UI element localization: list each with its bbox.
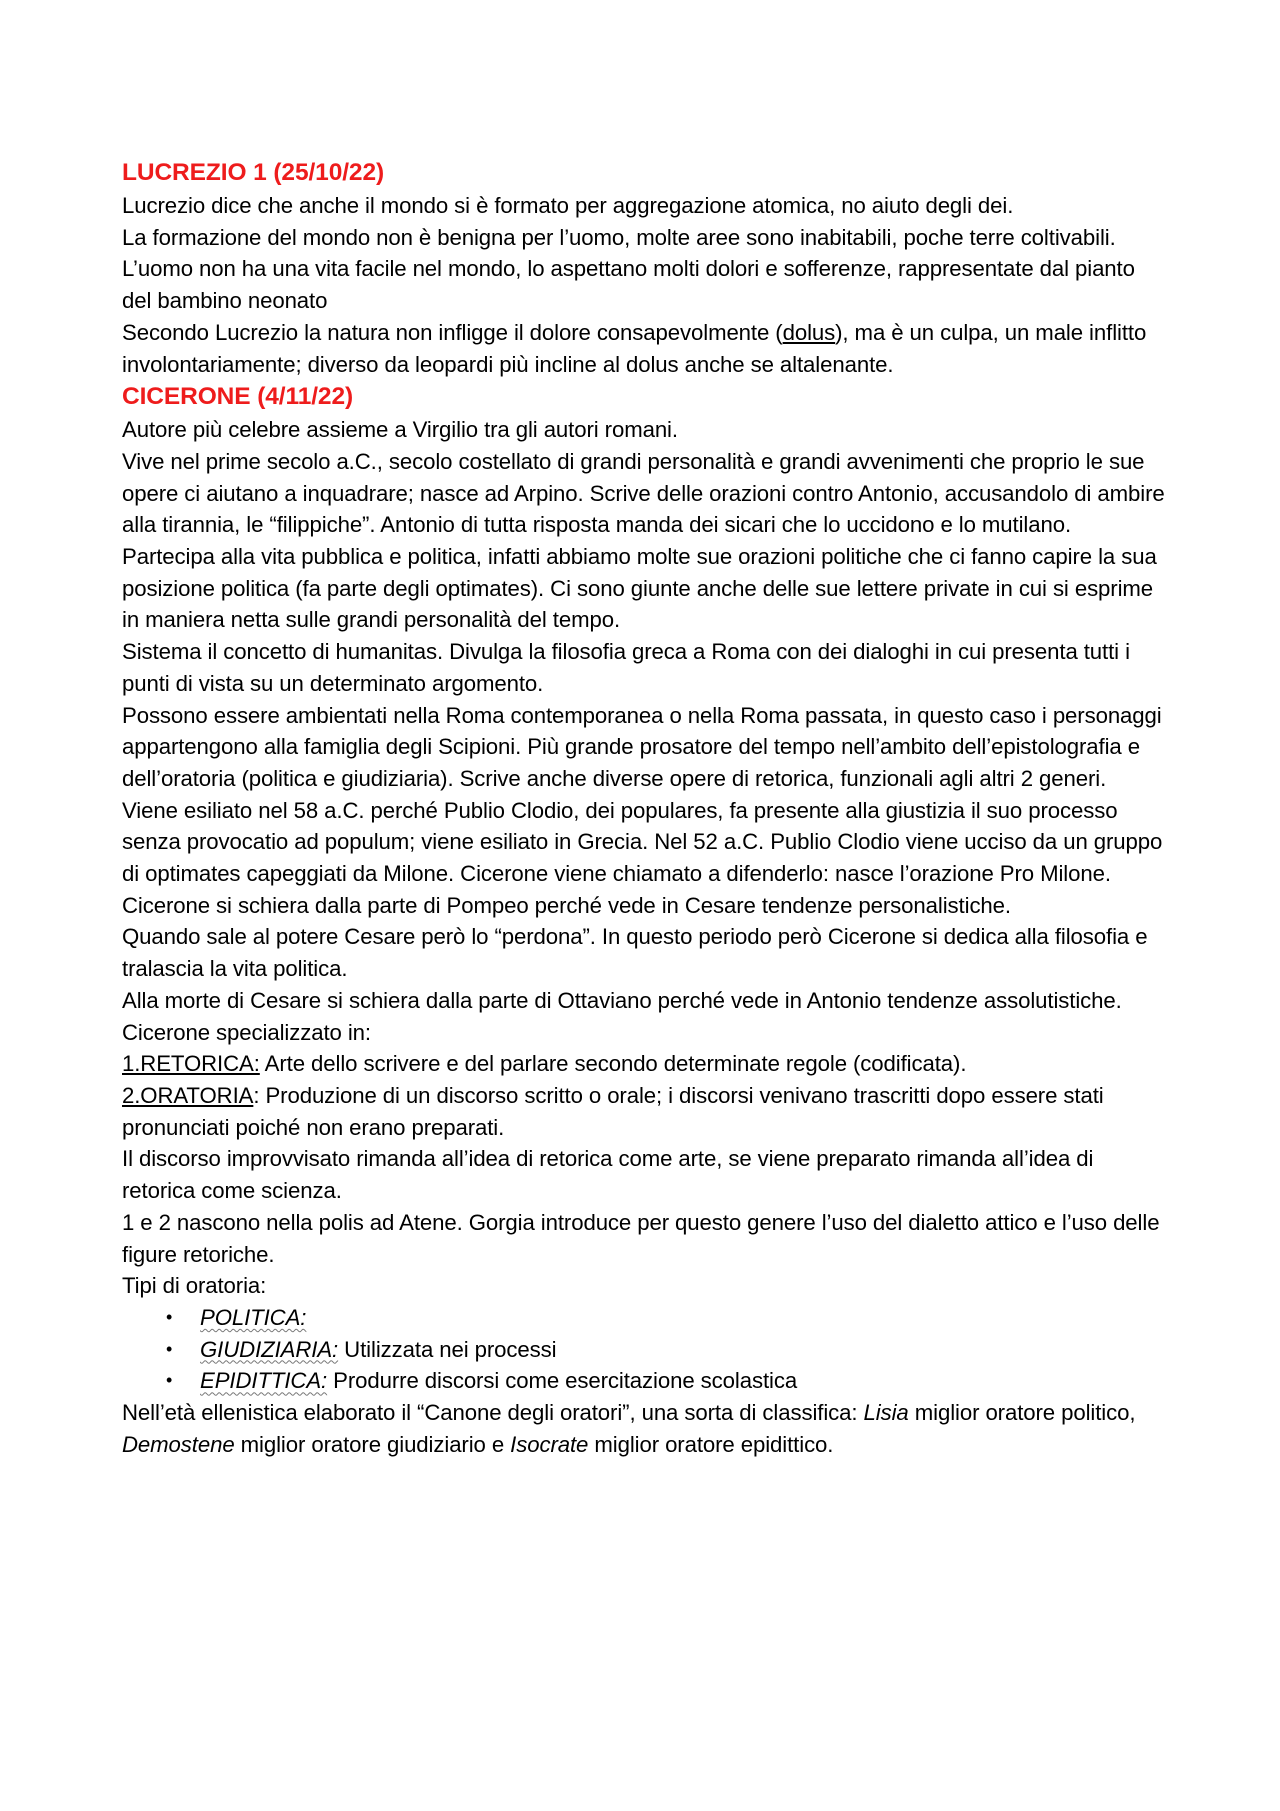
list-item-term: GIUDIZIARIA: [200,1336,339,1362]
heading-cicerone: CICERONE (4/11/22) [122,383,354,411]
text-run: Nell’età ellenistica elaborato il “Canone degli oratori”, una sorta di classifica: [122,1400,864,1426]
document-body [122,156,1170,1460]
list-item [166,1365,1170,1397]
term-dolus: dolus [782,319,836,345]
oratory-types-list [122,1302,1170,1397]
paragraph: Possono essere ambientati nella Roma contemporanea o nella Roma passata, in questo caso i personaggi appartengono alla famiglia degli Scipioni. Più grande prosatore del tempo nell’ambito dell’epistolografia e dell’oratoria (politica e giudiziaria). Scrive anche diverse opere di retorica, funzionali agli altri 2 generi. [122,702,1162,791]
definition-retorica [122,1048,1170,1080]
paragraph: Cicerone specializzato in: [122,1019,371,1045]
heading-lucrezio: LUCREZIO 1 (25/10/22) [122,159,385,186]
bullet-icon: • [166,1306,173,1327]
paragraph: Vive nel prime secolo a.C., secolo costellato di grandi personalità e grandi avvenimenti che proprio le sue opere ci aiutano a inquadrare; nasce ad Arpino. Scrive delle orazioni contro Antonio, accusandolo di ambire alla tirannia, le “filippiche”. Antonio di tutta risposta manda dei sicari che lo uccidono e lo mutilano. [122,448,1165,538]
name-lisia: Lisia [863,1400,909,1426]
list-item-desc: Utilizzata nei processi [338,1336,557,1362]
bullet-icon: • [166,1338,173,1359]
term-retorica: 1.RETORICA: [122,1051,260,1077]
paragraph: Il discorso improvvisato rimanda all’idea di retorica come arte, se viene preparato rimanda all’idea di retorica come scienza. [122,1146,1094,1204]
text-run: ), ma è un culpa, un male inflitto involontariamente; diverso da leopardi più incline al dolus anche se altalenante. [122,319,1147,377]
list-item-term: POLITICA: [200,1304,307,1330]
paragraph: Lucrezio dice che anche il mondo si è formato per aggregazione atomica, no aiuto degli dei. [122,193,1014,218]
paragraph: Autore più celebre assieme a Virgilio tra gli autori romani. [122,417,678,443]
term-oratoria: 2.ORATORIA [122,1082,254,1108]
paragraph: Partecipa alla vita pubblica e politica, infatti abbiamo molte sue orazioni politiche che ci fanno capire la sua posizione politica (fa parte degli optimates). Ci sono giunte anche delle sue lettere private in cui si esprime in maniera netta sulle grandi personalità del tempo. [122,544,1157,633]
paragraph: Alla morte di Cesare si schiera dalla parte di Ottaviano perché vede in Antonio tendenze assolutistiche. [122,987,1122,1013]
name-demostene: Demostene [122,1431,235,1457]
paragraph: Tipi di oratoria: [122,1273,267,1299]
paragraph-canone [122,1397,1170,1460]
text-run: miglior oratore politico, [908,1400,1136,1426]
paragraph: Sistema il concetto di humanitas. Divulga la filosofia greca a Roma con dei dialoghi in cui presenta tutti i punti di vista su un determinato argomento. [122,639,1130,696]
paragraph [122,317,1170,380]
text-run: Arte dello scrivere e del parlare secondo determinate regole (codificata). [259,1051,967,1077]
list-item-term: EPIDITTICA: [200,1368,328,1394]
list-item-desc: Produrre discorsi come esercitazione scolastica [327,1368,798,1394]
paragraph: 1 e 2 nascono nella polis ad Atene. Gorgia introduce per questo genere l’uso del dialetto attico e l’uso delle figure retoriche. [122,1209,1160,1267]
paragraph: L’uomo non ha una vita facile nel mondo, lo aspettano molti dolori e sofferenze, rappresentate dal pianto del bambino neonato [122,256,1135,314]
name-isocrate: Isocrate [510,1431,589,1457]
text-run: miglior oratore giudiziario e [234,1431,511,1457]
bullet-icon: • [166,1370,173,1391]
definition-oratoria [122,1080,1170,1143]
list-item [166,1334,1170,1366]
text-run: Secondo Lucrezio la natura non infligge il dolore consapevolmente ( [122,319,783,345]
list-item [166,1302,1170,1334]
paragraph: Viene esiliato nel 58 a.C. perché Publio Clodio, dei populares, fa presente alla giustizia il suo processo senza provocatio ad populum; viene esiliato in Grecia. Nel 52 a.C. Publio Clodio viene ucciso da un gruppo di optimates capeggiati da Milone. Cicerone viene chiamato a difenderlo: nasce l’orazione Pro Milone. Cicerone si schiera dalla parte di Pompeo perché vede in Cesare tendenze personalistiche. [122,797,1163,918]
paragraph: Quando sale al potere Cesare però lo “perdona”. In questo periodo però Cicerone si dedica alla filosofia e tralascia la vita politica. [122,924,1148,982]
text-run: : Produzione di un discorso scritto o orale; i discorsi venivano trascritti dopo essere stati pronunciati poiché non erano preparati. [122,1082,1104,1140]
text-run: miglior oratore epidittico. [588,1431,834,1457]
paragraph: La formazione del mondo non è benigna per l’uomo, molte aree sono inabitabili, poche terre coltivabili. [122,224,1116,250]
